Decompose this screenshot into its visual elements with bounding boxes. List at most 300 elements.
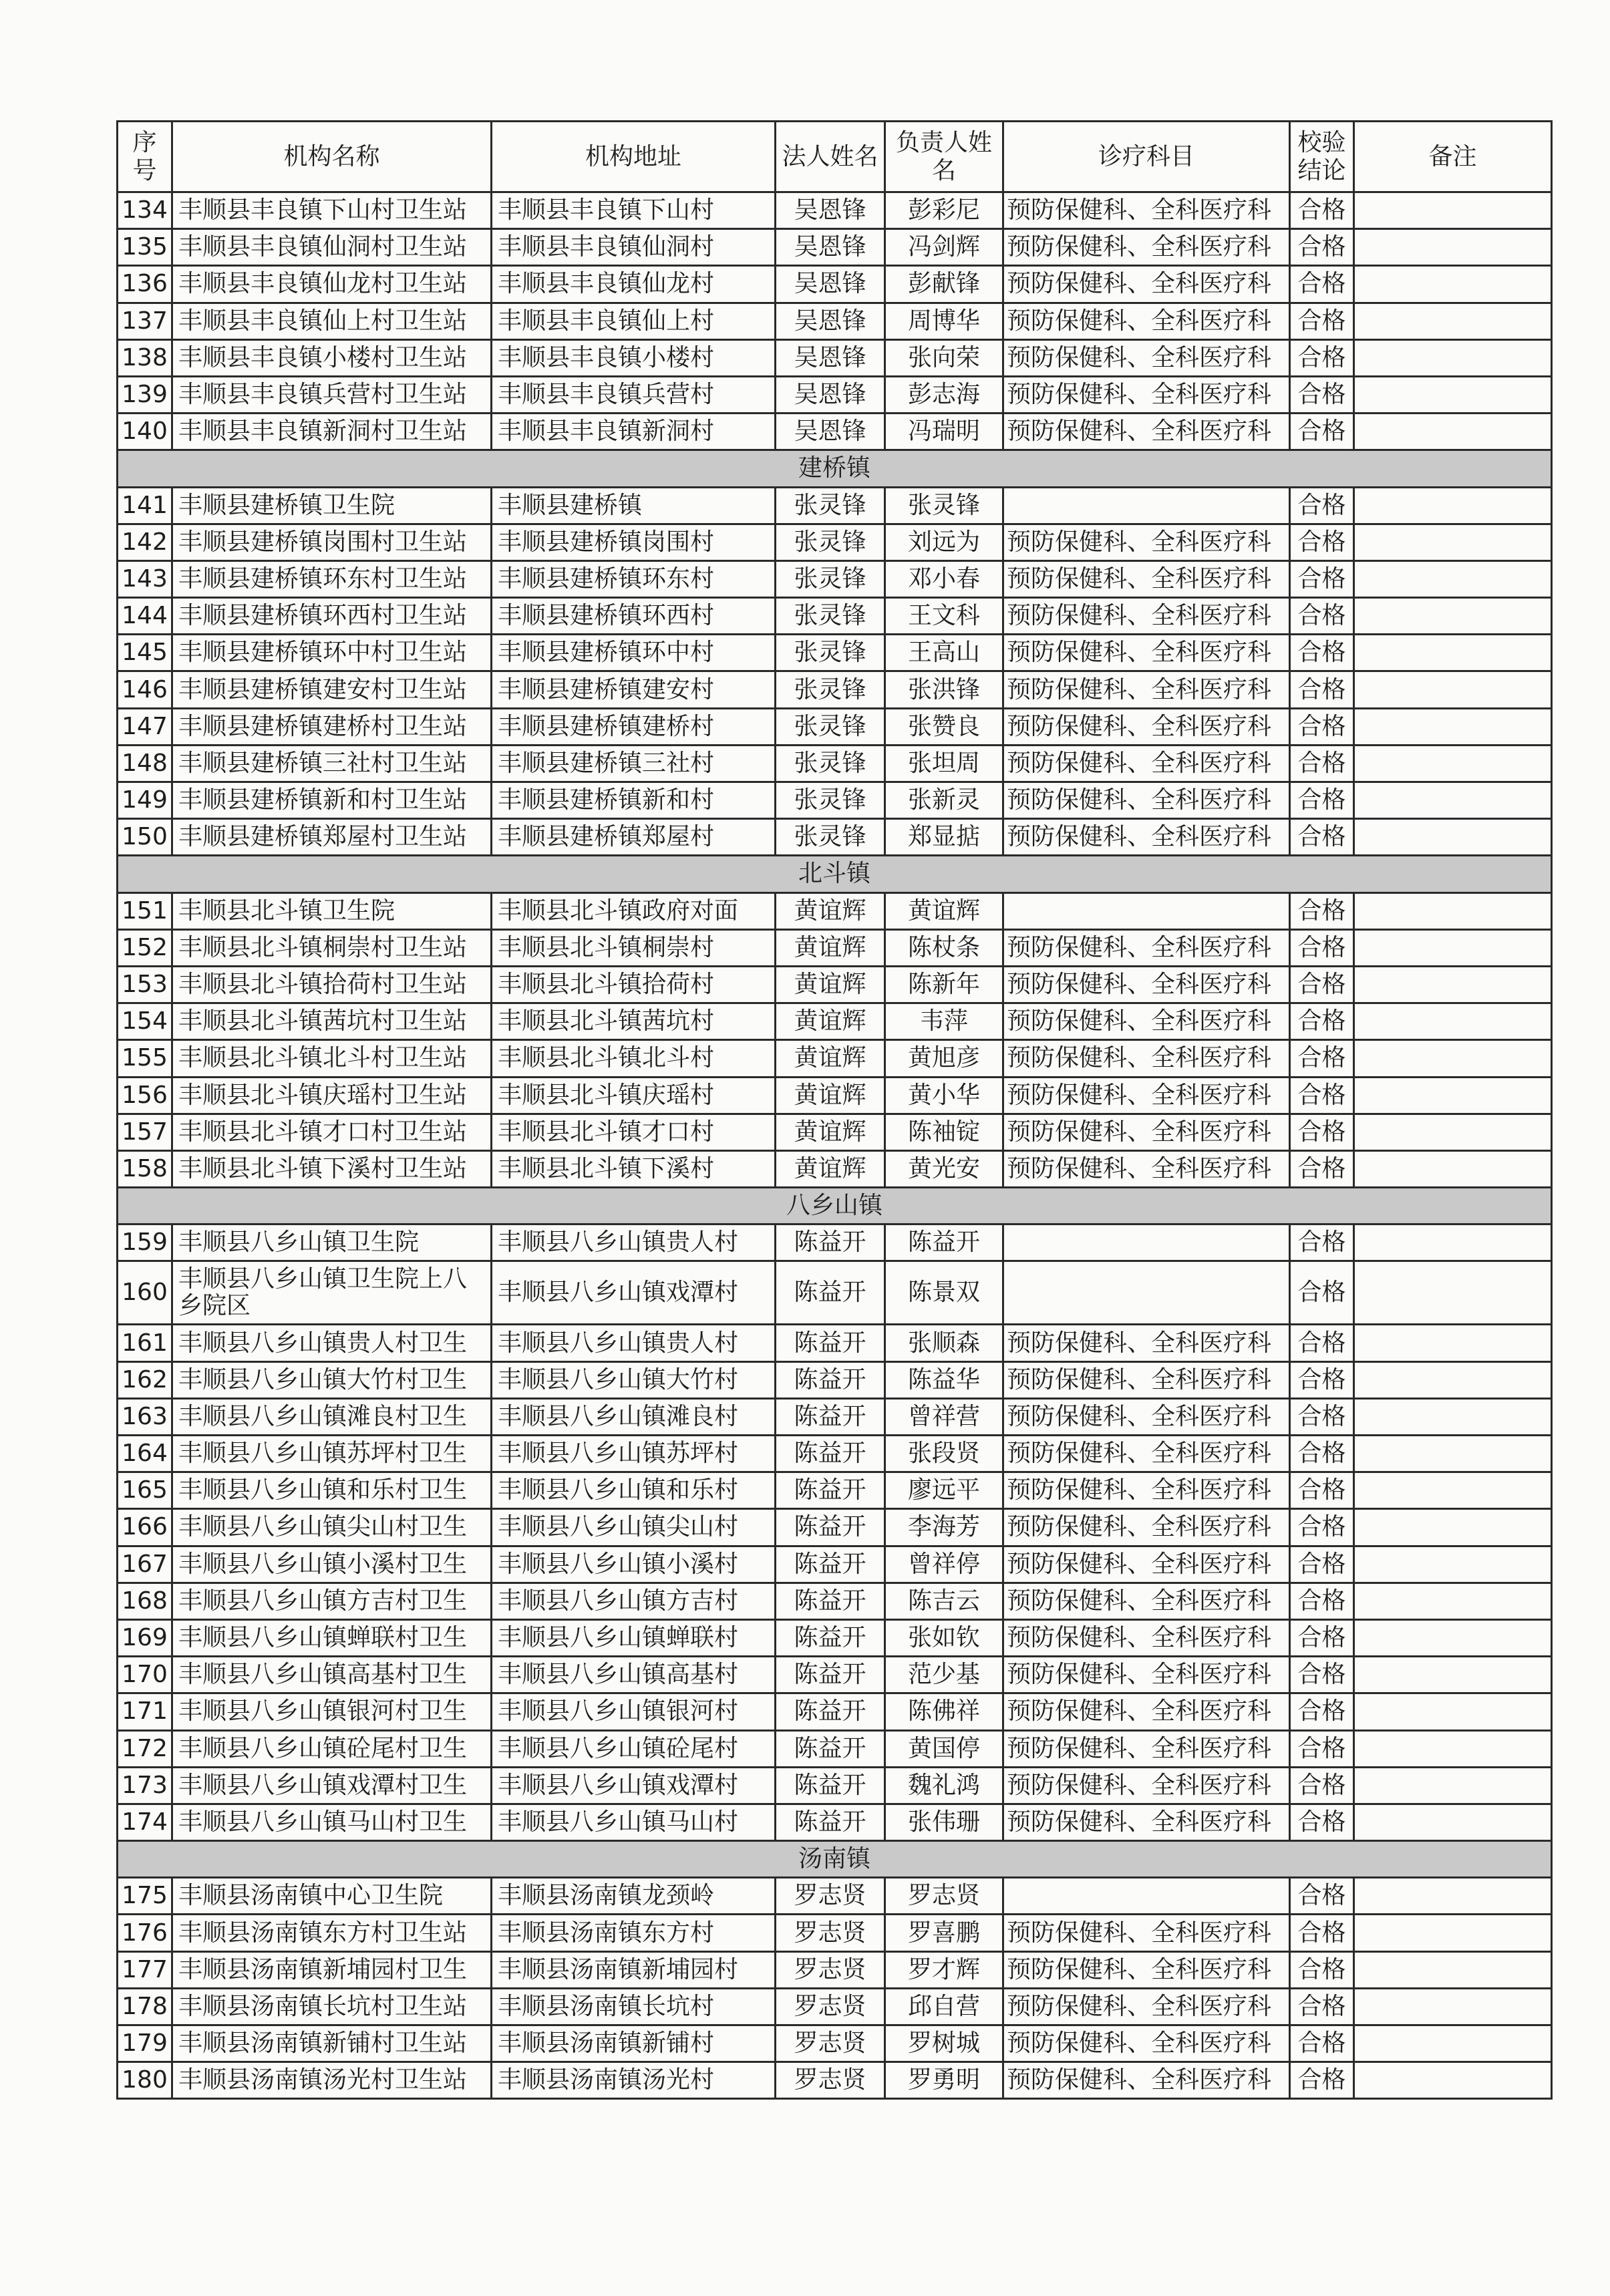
table-row [118,892,1552,929]
person-in-charge: 彭志海 [885,376,1003,413]
table-row [118,1509,1552,1546]
table-row [118,929,1552,966]
section-header-row [118,1841,1552,1878]
inspection-result: 合格 [1290,1657,1354,1693]
row-index: 155 [118,1040,172,1077]
institution-address: 丰顺县八乡山镇贵人村 [492,1325,776,1361]
institution-name: 丰顺县丰良镇新洞村卫生站 [172,414,492,450]
institution-name: 丰顺县汤南镇汤光村卫生站 [172,2062,492,2099]
row-index: 161 [118,1325,172,1361]
inspection-result: 合格 [1290,598,1354,635]
inspection-result: 合格 [1290,708,1354,745]
remarks [1354,192,1552,229]
institution-address: 丰顺县丰良镇仙龙村 [492,266,776,303]
departments: 预防保健科、全科医疗科 [1003,1436,1290,1472]
remarks [1354,1509,1552,1546]
legal-person: 陈益开 [776,1261,885,1325]
remarks [1354,1915,1552,1951]
legal-person: 罗志贤 [776,1951,885,1988]
institution-name: 丰顺县八乡山镇滩良村卫生 [172,1398,492,1435]
remarks [1354,892,1552,929]
remarks [1354,414,1552,450]
row-index: 165 [118,1472,172,1509]
institution-name: 丰顺县八乡山镇贵人村卫生 [172,1325,492,1361]
institution-name: 丰顺县八乡山镇卫生院上八乡院区 [172,1261,492,1325]
row-index: 167 [118,1546,172,1583]
institution-address: 丰顺县北斗镇才口村 [492,1114,776,1150]
person-in-charge: 黄旭彦 [885,1040,1003,1077]
institution-name: 丰顺县汤南镇长坑村卫生站 [172,1988,492,2025]
remarks [1354,487,1552,524]
row-index: 142 [118,524,172,560]
table-row [118,1325,1552,1361]
remarks [1354,1114,1552,1150]
header-note: 备注 [1354,122,1552,192]
inspection-result: 合格 [1290,1730,1354,1767]
table-row [118,1436,1552,1472]
institution-name: 丰顺县建桥镇建安村卫生站 [172,671,492,708]
person-in-charge: 张新灵 [885,782,1003,819]
legal-person: 黄谊辉 [776,1150,885,1187]
institution-address: 丰顺县八乡山镇尖山村 [492,1509,776,1546]
legal-person: 黄谊辉 [776,892,885,929]
table-row [118,1472,1552,1509]
person-in-charge: 张如钦 [885,1619,1003,1656]
legal-person: 吴恩锋 [776,229,885,266]
institution-name: 丰顺县八乡山镇大竹村卫生 [172,1361,492,1398]
legal-person: 陈益开 [776,1730,885,1767]
institution-name: 丰顺县北斗镇北斗村卫生站 [172,1040,492,1077]
row-index: 170 [118,1657,172,1693]
remarks [1354,303,1552,339]
inspection-result: 合格 [1290,414,1354,450]
institution-address: 丰顺县八乡山镇蝉联村 [492,1619,776,1656]
header-row [118,122,1552,192]
remarks [1354,929,1552,966]
inspection-result: 合格 [1290,929,1354,966]
inspection-result: 合格 [1290,819,1354,856]
person-in-charge: 张段贤 [885,1436,1003,1472]
table-row [118,1077,1552,1114]
institution-address: 丰顺县汤南镇长坑村 [492,1988,776,2025]
person-in-charge: 陈益华 [885,1361,1003,1398]
row-index: 154 [118,1003,172,1040]
header-name: 机构名称 [172,122,492,192]
remarks [1354,524,1552,560]
institution-name: 丰顺县八乡山镇尖山村卫生 [172,1509,492,1546]
departments: 预防保健科、全科医疗科 [1003,2025,1290,2062]
person-in-charge: 彭献锋 [885,266,1003,303]
institution-address: 丰顺县丰良镇仙洞村 [492,229,776,266]
row-index: 175 [118,1878,172,1915]
legal-person: 陈益开 [776,1693,885,1730]
institution-name: 丰顺县建桥镇新和村卫生站 [172,782,492,819]
person-in-charge: 王文科 [885,598,1003,635]
remarks [1354,1003,1552,1040]
inspection-result: 合格 [1290,1398,1354,1435]
departments: 预防保健科、全科医疗科 [1003,1003,1290,1040]
institution-name: 丰顺县八乡山镇高基村卫生 [172,1657,492,1693]
remarks [1354,1150,1552,1187]
inspection-result: 合格 [1290,782,1354,819]
table-row [118,1951,1552,1988]
table-row [118,1767,1552,1804]
header-legal: 法人姓名 [776,122,885,192]
institution-name: 丰顺县八乡山镇苏坪村卫生 [172,1436,492,1472]
section-title: 八乡山镇 [118,1188,1552,1224]
inspection-result: 合格 [1290,1150,1354,1187]
person-in-charge: 魏礼鸿 [885,1767,1003,1804]
remarks [1354,1988,1552,2025]
institution-address: 丰顺县八乡山镇砼尾村 [492,1730,776,1767]
person-in-charge: 张洪锋 [885,671,1003,708]
institution-name: 丰顺县八乡山镇和乐村卫生 [172,1472,492,1509]
institution-name: 丰顺县建桥镇建桥村卫生站 [172,708,492,745]
legal-person: 黄谊辉 [776,966,885,1003]
institution-name: 丰顺县北斗镇才口村卫生站 [172,1114,492,1150]
departments: 预防保健科、全科医疗科 [1003,1988,1290,2025]
departments: 预防保健科、全科医疗科 [1003,708,1290,745]
inspection-result: 合格 [1290,745,1354,782]
remarks [1354,1398,1552,1435]
legal-person: 张灵锋 [776,745,885,782]
person-in-charge: 李海芳 [885,1509,1003,1546]
row-index: 153 [118,966,172,1003]
person-in-charge: 黄谊辉 [885,892,1003,929]
institution-address: 丰顺县八乡山镇银河村 [492,1693,776,1730]
legal-person: 罗志贤 [776,2025,885,2062]
header-result: 校验结论 [1290,122,1354,192]
table-body [118,192,1552,2099]
table-row [118,598,1552,635]
institution-name: 丰顺县建桥镇环中村卫生站 [172,635,492,671]
departments: 预防保健科、全科医疗科 [1003,303,1290,339]
departments [1003,487,1290,524]
departments: 预防保健科、全科医疗科 [1003,339,1290,376]
row-index: 149 [118,782,172,819]
departments: 预防保健科、全科医疗科 [1003,2062,1290,2099]
departments: 预防保健科、全科医疗科 [1003,1509,1290,1546]
legal-person: 黄谊辉 [776,1114,885,1150]
institution-address: 丰顺县建桥镇三社村 [492,745,776,782]
table-row [118,414,1552,450]
person-in-charge: 陈景双 [885,1261,1003,1325]
row-index: 156 [118,1077,172,1114]
departments: 预防保健科、全科医疗科 [1003,376,1290,413]
departments [1003,1224,1290,1261]
inspection-result: 合格 [1290,892,1354,929]
person-in-charge: 陈佛祥 [885,1693,1003,1730]
row-index: 151 [118,892,172,929]
person-in-charge: 邱自营 [885,1988,1003,2025]
departments: 预防保健科、全科医疗科 [1003,1693,1290,1730]
inspection-result: 合格 [1290,1040,1354,1077]
legal-person: 张灵锋 [776,487,885,524]
row-index: 179 [118,2025,172,2062]
departments: 预防保健科、全科医疗科 [1003,266,1290,303]
person-in-charge: 罗勇明 [885,2062,1003,2099]
departments: 预防保健科、全科医疗科 [1003,1114,1290,1150]
row-index: 147 [118,708,172,745]
legal-person: 陈益开 [776,1325,885,1361]
row-index: 159 [118,1224,172,1261]
table-row [118,192,1552,229]
institution-name: 丰顺县北斗镇拾荷村卫生站 [172,966,492,1003]
inspection-result: 合格 [1290,1804,1354,1840]
legal-person: 张灵锋 [776,524,885,560]
table-row [118,1988,1552,2025]
inspection-result: 合格 [1290,2025,1354,2062]
legal-person: 陈益开 [776,1619,885,1656]
section-title: 北斗镇 [118,856,1552,892]
remarks [1354,266,1552,303]
person-in-charge: 冯瑞明 [885,414,1003,450]
person-in-charge: 曾祥停 [885,1546,1003,1583]
person-in-charge: 张灵锋 [885,487,1003,524]
row-index: 176 [118,1915,172,1951]
table-row [118,782,1552,819]
table-row [118,1878,1552,1915]
row-index: 148 [118,745,172,782]
person-in-charge: 陈杖条 [885,929,1003,966]
table-row [118,560,1552,597]
departments: 预防保健科、全科医疗科 [1003,1325,1290,1361]
table-row [118,966,1552,1003]
person-in-charge: 罗才辉 [885,1951,1003,1988]
inspection-result: 合格 [1290,524,1354,560]
row-index: 157 [118,1114,172,1150]
remarks [1354,560,1552,597]
institution-name: 丰顺县丰良镇小楼村卫生站 [172,339,492,376]
departments: 预防保健科、全科医疗科 [1003,1915,1290,1951]
departments: 预防保健科、全科医疗科 [1003,192,1290,229]
institution-address: 丰顺县北斗镇庆瑶村 [492,1077,776,1114]
remarks [1354,1546,1552,1583]
person-in-charge: 邓小春 [885,560,1003,597]
inspection-result: 合格 [1290,1325,1354,1361]
inspection-result: 合格 [1290,192,1354,229]
departments: 预防保健科、全科医疗科 [1003,1767,1290,1804]
institution-address: 丰顺县建桥镇环西村 [492,598,776,635]
inspection-result: 合格 [1290,1915,1354,1951]
institution-address: 丰顺县北斗镇政府对面 [492,892,776,929]
institution-address: 丰顺县建桥镇岗围村 [492,524,776,560]
person-in-charge: 张赞良 [885,708,1003,745]
inspection-result: 合格 [1290,303,1354,339]
inspection-result: 合格 [1290,966,1354,1003]
departments: 预防保健科、全科医疗科 [1003,1040,1290,1077]
remarks [1354,229,1552,266]
table-row [118,819,1552,856]
section-header-row [118,1188,1552,1224]
inspection-result: 合格 [1290,1509,1354,1546]
institution-address: 丰顺县八乡山镇和乐村 [492,1472,776,1509]
legal-person: 吴恩锋 [776,266,885,303]
remarks [1354,339,1552,376]
institution-name: 丰顺县丰良镇仙上村卫生站 [172,303,492,339]
remarks [1354,1693,1552,1730]
table-row [118,1361,1552,1398]
person-in-charge: 陈吉云 [885,1583,1003,1619]
institution-address: 丰顺县八乡山镇马山村 [492,1804,776,1840]
institution-address: 丰顺县八乡山镇大竹村 [492,1361,776,1398]
legal-person: 黄谊辉 [776,929,885,966]
section-title: 建桥镇 [118,450,1552,487]
remarks [1354,1361,1552,1398]
institution-name: 丰顺县八乡山镇蝉联村卫生 [172,1619,492,1656]
section-header-row [118,856,1552,892]
departments: 预防保健科、全科医疗科 [1003,1657,1290,1693]
row-index: 171 [118,1693,172,1730]
table-row [118,635,1552,671]
person-in-charge: 陈益开 [885,1224,1003,1261]
departments: 预防保健科、全科医疗科 [1003,1077,1290,1114]
table-row [118,671,1552,708]
row-index: 146 [118,671,172,708]
row-index: 160 [118,1261,172,1325]
institution-name: 丰顺县丰良镇仙洞村卫生站 [172,229,492,266]
institution-name: 丰顺县八乡山镇马山村卫生 [172,1804,492,1840]
institution-name: 丰顺县丰良镇仙龙村卫生站 [172,266,492,303]
inspection-result: 合格 [1290,560,1354,597]
legal-person: 陈益开 [776,1767,885,1804]
institution-address: 丰顺县汤南镇东方村 [492,1915,776,1951]
person-in-charge: 郑显掂 [885,819,1003,856]
row-index: 145 [118,635,172,671]
inspection-result: 合格 [1290,229,1354,266]
remarks [1354,1804,1552,1840]
inspection-result: 合格 [1290,266,1354,303]
institution-name: 丰顺县北斗镇茜坑村卫生站 [172,1003,492,1040]
inspection-result: 合格 [1290,1546,1354,1583]
institution-address: 丰顺县八乡山镇小溪村 [492,1546,776,1583]
institution-name: 丰顺县北斗镇桐崇村卫生站 [172,929,492,966]
departments: 预防保健科、全科医疗科 [1003,598,1290,635]
institution-address: 丰顺县北斗镇北斗村 [492,1040,776,1077]
person-in-charge: 张向荣 [885,339,1003,376]
institution-name: 丰顺县北斗镇下溪村卫生站 [172,1150,492,1187]
institution-address: 丰顺县北斗镇桐崇村 [492,929,776,966]
institution-address: 丰顺县八乡山镇方吉村 [492,1583,776,1619]
person-in-charge: 彭彩尼 [885,192,1003,229]
inspection-result: 合格 [1290,1224,1354,1261]
table-row [118,2025,1552,2062]
header-head: 负责人姓名 [885,122,1003,192]
legal-person: 陈益开 [776,1546,885,1583]
institution-address: 丰顺县建桥镇 [492,487,776,524]
legal-person: 张灵锋 [776,598,885,635]
table-row [118,524,1552,560]
institution-address: 丰顺县汤南镇新铺村 [492,2025,776,2062]
departments: 预防保健科、全科医疗科 [1003,524,1290,560]
header-address: 机构地址 [492,122,776,192]
institution-address: 丰顺县丰良镇新洞村 [492,414,776,450]
row-index: 140 [118,414,172,450]
institution-name: 丰顺县八乡山镇方吉村卫生 [172,1583,492,1619]
remarks [1354,1472,1552,1509]
legal-person: 陈益开 [776,1657,885,1693]
legal-person: 吴恩锋 [776,192,885,229]
departments: 预防保健科、全科医疗科 [1003,1583,1290,1619]
legal-person: 陈益开 [776,1804,885,1840]
legal-person: 陈益开 [776,1361,885,1398]
person-in-charge: 黄光安 [885,1150,1003,1187]
remarks [1354,671,1552,708]
person-in-charge: 刘远为 [885,524,1003,560]
institution-address: 丰顺县丰良镇兵营村 [492,376,776,413]
departments: 预防保健科、全科医疗科 [1003,782,1290,819]
inspection-result: 合格 [1290,1878,1354,1915]
row-index: 174 [118,1804,172,1840]
row-index: 141 [118,487,172,524]
departments: 预防保健科、全科医疗科 [1003,929,1290,966]
row-index: 169 [118,1619,172,1656]
inspection-result: 合格 [1290,1361,1354,1398]
institution-address: 丰顺县八乡山镇戏潭村 [492,1261,776,1325]
institution-name: 丰顺县八乡山镇戏潭村卫生 [172,1767,492,1804]
institution-name: 丰顺县汤南镇新埔园村卫生 [172,1951,492,1988]
legal-person: 黄谊辉 [776,1077,885,1114]
institution-address: 丰顺县建桥镇环中村 [492,635,776,671]
institution-name: 丰顺县建桥镇郑屋村卫生站 [172,819,492,856]
institution-name: 丰顺县八乡山镇银河村卫生 [172,1693,492,1730]
legal-person: 陈益开 [776,1398,885,1435]
remarks [1354,1583,1552,1619]
row-index: 143 [118,560,172,597]
inspection-result: 合格 [1290,1619,1354,1656]
institution-name: 丰顺县汤南镇东方村卫生站 [172,1915,492,1951]
institution-address: 丰顺县建桥镇建桥村 [492,708,776,745]
table-row [118,1915,1552,1951]
row-index: 163 [118,1398,172,1435]
row-index: 166 [118,1509,172,1546]
institution-name: 丰顺县北斗镇庆瑶村卫生站 [172,1077,492,1114]
table-row [118,1261,1552,1325]
remarks [1354,376,1552,413]
institution-address: 丰顺县丰良镇下山村 [492,192,776,229]
person-in-charge: 陈新年 [885,966,1003,1003]
table-row [118,1150,1552,1187]
person-in-charge: 罗志贤 [885,1878,1003,1915]
institution-address: 丰顺县建桥镇环东村 [492,560,776,597]
inspection-result: 合格 [1290,1261,1354,1325]
institution-name: 丰顺县八乡山镇砼尾村卫生 [172,1730,492,1767]
header-dept: 诊疗科目 [1003,122,1290,192]
institution-address: 丰顺县丰良镇仙上村 [492,303,776,339]
table-row [118,1657,1552,1693]
institution-name: 丰顺县八乡山镇小溪村卫生 [172,1546,492,1583]
legal-person: 吴恩锋 [776,303,885,339]
table-row [118,1730,1552,1767]
inspection-result: 合格 [1290,1767,1354,1804]
inspection-result: 合格 [1290,1003,1354,1040]
remarks [1354,1261,1552,1325]
table-row [118,266,1552,303]
legal-person: 陈益开 [776,1472,885,1509]
legal-person: 罗志贤 [776,1988,885,2025]
institution-address: 丰顺县北斗镇下溪村 [492,1150,776,1187]
remarks [1354,1619,1552,1656]
legal-person: 吴恩锋 [776,376,885,413]
table-row [118,339,1552,376]
table-row [118,708,1552,745]
legal-person: 陈益开 [776,1224,885,1261]
row-index: 168 [118,1583,172,1619]
remarks [1354,966,1552,1003]
inspection-result: 合格 [1290,1693,1354,1730]
row-index: 180 [118,2062,172,2099]
inspection-result: 合格 [1290,1077,1354,1114]
